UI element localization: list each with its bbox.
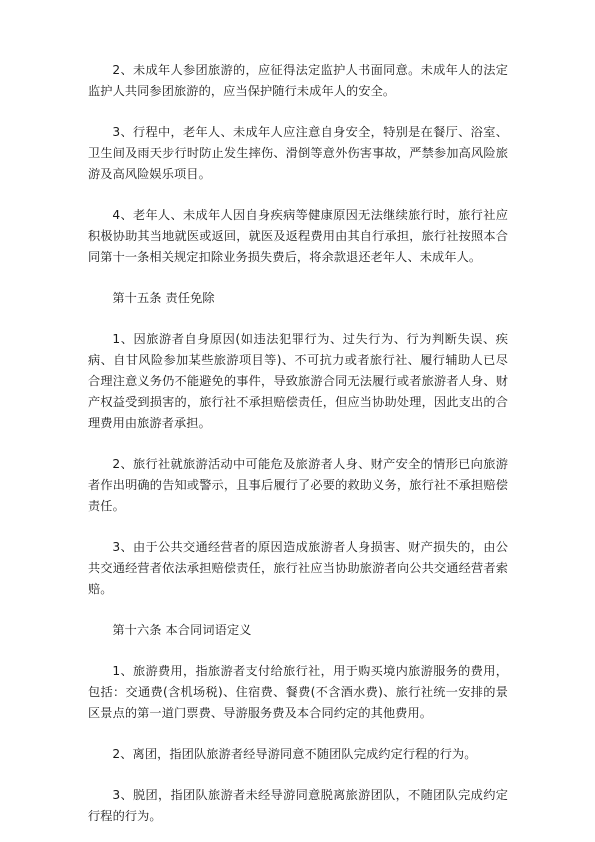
clause-15-item-2: 2、旅行社就旅游活动中可能危及旅游者人身、财产安全的情形已向旅游者作出明确的告知或警示，且事后履行了必要的救助义务，旅行社不承担赔偿责任。 — [88, 457, 508, 513]
clause-15-item-1: 1、因旅游者自身原因(如违法犯罪行为、过失行为、行为判断失误、疾病、自甘风险参加某些旅游项目等)、不可抗力或者旅行社、履行辅助人已尽合理注意义务仍不能避免的事件，导致旅游合同无法履行或者旅游者人身、财产权益受到损害的，旅行社不承担赔偿责任，但应当协助处理，因此支出的合理费用由旅游者承担。 — [88, 332, 508, 430]
clause-15-item-3: 3、由于公共交通经营者的原因造成旅游者人身损害、财产损失的，由公共交通经营者依法承担赔偿责任，旅行社应当协助旅游者向公共交通经营者索赔。 — [88, 540, 508, 596]
clause-16-item-1: 1、旅游费用，指旅游者支付给旅行社，用于购买境内旅游服务的费用，包括：交通费(含机场税)、住宿费、餐费(不含酒水费)、旅行社统一安排的景区景点的第一道门票费、导游服务费及本合同约定的其他费用。 — [88, 664, 508, 720]
clause-16-heading: 第十六条 本合同词语定义 — [112, 623, 252, 637]
clause-16-item-2: 2、离团，指团队旅游者经导游同意不随团队完成约定行程的行为。 — [112, 747, 477, 761]
clause-14-item-3: 3、行程中，老年人、未成年人应注意自身安全，特别是在餐厅、浴室、卫生间及雨天步行时防止发生摔伤、滑倒等意外伤害事故，严禁参加高风险旅游及高风险娱乐项目。 — [88, 125, 508, 181]
clause-15-heading: 第十五条 责任免除 — [112, 291, 215, 305]
clause-14-item-4: 4、老年人、未成年人因自身疾病等健康原因无法继续旅行时，旅行社应积极协助其当地就医或返回，就医及返程费用由其自行承担，旅行社按照本合同第十一条相关规定扣除业务损失费后，将余款退还老年人、未成年人。 — [88, 208, 508, 264]
clause-14-item-2: 2、未成年人参团旅游的，应征得法定监护人书面同意。未成年人的法定监护人共同参团旅游的，应当保护随行未成年人的安全。 — [88, 63, 508, 98]
clause-16-item-3: 3、脱团，指团队旅游者未经导游同意脱离旅游团队，不随团队完成约定行程的行为。 — [88, 788, 508, 823]
